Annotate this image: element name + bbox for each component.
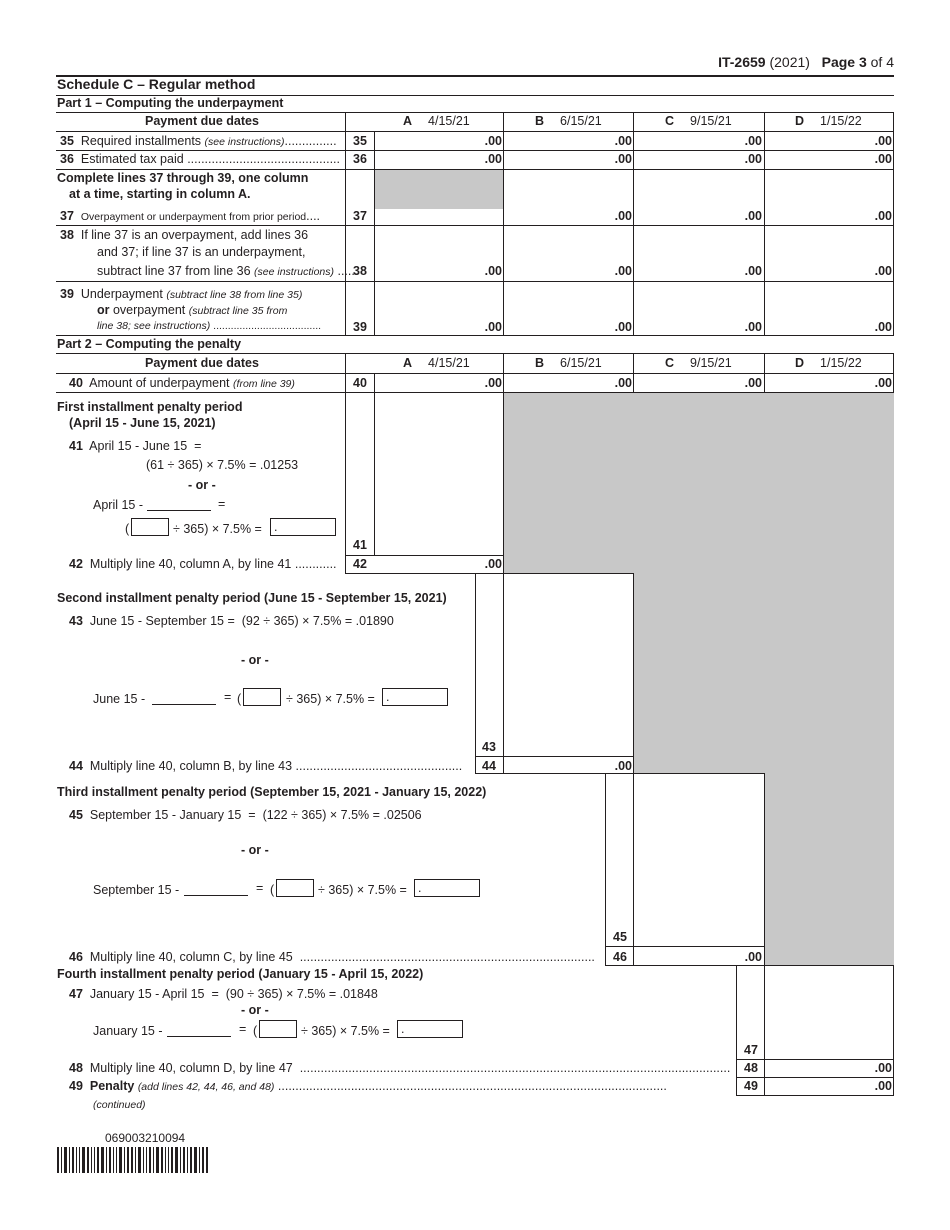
line-40-label: 40 Amount of underpayment (from line 39) bbox=[69, 376, 295, 390]
first-period-title-2: (April 15 - June 15, 2021) bbox=[69, 416, 216, 430]
line-38-col-b-field[interactable]: .00 bbox=[614, 264, 632, 278]
line-38-label-1: 38 If line 37 is an overpayment, add lines 36 bbox=[60, 228, 309, 242]
part2-due-dates-label: Payment due dates bbox=[145, 356, 259, 370]
line-45-alt-start: September 15 - bbox=[93, 883, 180, 897]
line-43-open-paren: ( bbox=[237, 692, 242, 706]
line-42-col-a-field[interactable]: .00 bbox=[484, 557, 502, 571]
line-49-number: 49 bbox=[744, 1079, 758, 1093]
line-45-date-input[interactable] bbox=[184, 895, 248, 896]
line-43-or: - or - bbox=[241, 653, 269, 667]
line-48-label: 48 Multiply line 40, column D, by line 47 ............................................................................................................................ bbox=[69, 1061, 731, 1075]
line-47-rate-input[interactable]: . bbox=[397, 1020, 463, 1038]
line-38-label-3: subtract line 37 from line 36 (see instructions) ..... bbox=[97, 264, 355, 278]
line-41-formula: (61 ÷ 365) × 7.5% = .01253 bbox=[146, 458, 299, 472]
part2-col-c-header: C 9/15/21 bbox=[665, 356, 732, 370]
line-41-open-paren: ( bbox=[125, 522, 130, 536]
line-36-col-d-field[interactable]: .00 bbox=[874, 152, 892, 166]
line-40-col-b-field[interactable]: .00 bbox=[614, 376, 632, 390]
line-45-number: 45 bbox=[613, 930, 627, 944]
part1-col-c-header: C 9/15/21 bbox=[665, 114, 732, 128]
part1-col-b-header: B 6/15/21 bbox=[535, 114, 602, 128]
line-45-days-input[interactable] bbox=[276, 879, 314, 897]
line-37-number: 37 bbox=[353, 209, 367, 223]
line-38-col-c-field[interactable]: .00 bbox=[744, 264, 762, 278]
part1-due-dates-label: Payment due dates bbox=[145, 114, 259, 128]
barcode-image bbox=[57, 1147, 210, 1173]
fourth-period-title: Fourth installment penalty period (January 15 - April 15, 2022) bbox=[57, 967, 424, 981]
line-43-days-input[interactable] bbox=[243, 688, 281, 706]
third-period-title: Third installment penalty period (September 15, 2021 - January 15, 2022) bbox=[57, 785, 487, 799]
line-47-formula-tail: ÷ 365) × 7.5% = bbox=[301, 1024, 390, 1038]
line-43-date-input[interactable] bbox=[152, 704, 216, 705]
line-41-formula-tail: ÷ 365) × 7.5% = bbox=[173, 522, 262, 536]
line-49-label: 49 Penalty (add lines 42, 44, 46, and 48) ................................................................................................................ bbox=[69, 1079, 667, 1093]
line-41-date-input[interactable] bbox=[147, 510, 211, 511]
line-39-col-c-field[interactable]: .00 bbox=[744, 320, 762, 334]
part1-title: Part 1 – Computing the underpayment bbox=[57, 96, 284, 110]
line-38-col-d-field[interactable]: .00 bbox=[874, 264, 892, 278]
line-43-rate-input[interactable]: . bbox=[382, 688, 448, 706]
line-35-label: 35 Required installments (see instructions)............... bbox=[60, 134, 337, 148]
line-40-col-d-field[interactable]: .00 bbox=[874, 376, 892, 390]
line-40-col-a-field[interactable]: .00 bbox=[484, 376, 502, 390]
line-47-date-input[interactable] bbox=[167, 1036, 231, 1037]
line-35-col-c-field[interactable]: .00 bbox=[744, 134, 762, 148]
first-period-title-1: First installment penalty period bbox=[57, 400, 243, 414]
line-46-col-c-field[interactable]: .00 bbox=[744, 950, 762, 964]
line-47-text: 47 January 15 - April 15 = (90 ÷ 365) × 7.5% = .01848 bbox=[69, 987, 378, 1001]
line-36-col-c-field[interactable]: .00 bbox=[744, 152, 762, 166]
line-38-number: 38 bbox=[353, 264, 367, 278]
line-36-col-a-field[interactable]: .00 bbox=[484, 152, 502, 166]
line-42-number: 42 bbox=[353, 557, 367, 571]
line-37-col-d-field[interactable]: .00 bbox=[874, 209, 892, 223]
second-period-title: Second installment penalty period (June 15 - September 15, 2021) bbox=[57, 591, 447, 605]
line-39-label-2: or overpayment (subtract line 35 from bbox=[97, 303, 288, 317]
line-35-number: 35 bbox=[353, 134, 367, 148]
line-38-col-a-field[interactable]: .00 bbox=[484, 264, 502, 278]
line-45-rate-input[interactable]: . bbox=[414, 879, 480, 897]
line-35-col-a-field[interactable]: .00 bbox=[484, 134, 502, 148]
line-37-col-c-field[interactable]: .00 bbox=[744, 209, 762, 223]
line-47-or: - or - bbox=[241, 1003, 269, 1017]
continued-note: (continued) bbox=[93, 1099, 146, 1111]
line-46-label: 46 Multiply line 40, column C, by line 45 ..................................................................................... bbox=[69, 950, 595, 964]
line-47-open-paren: ( bbox=[253, 1024, 258, 1038]
line-47-alt-eq: = bbox=[239, 1022, 247, 1036]
line-45-or: - or - bbox=[241, 843, 269, 857]
part2-title: Part 2 – Computing the penalty bbox=[57, 337, 242, 351]
line-40-col-c-field[interactable]: .00 bbox=[744, 376, 762, 390]
line-45-text: 45 September 15 - January 15 = (122 ÷ 365) × 7.5% = .02506 bbox=[69, 808, 422, 822]
line-45-formula-tail: ÷ 365) × 7.5% = bbox=[318, 883, 407, 897]
complete-lines-note-1: Complete lines 37 through 39, one column bbox=[57, 171, 309, 185]
line-36-col-b-field[interactable]: .00 bbox=[614, 152, 632, 166]
line-43-text: 43 June 15 - September 15 = (92 ÷ 365) × 7.5% = .01890 bbox=[69, 614, 394, 628]
line-35-col-d-field[interactable]: .00 bbox=[874, 134, 892, 148]
line-48-col-d-field[interactable]: .00 bbox=[874, 1061, 892, 1075]
line-48-number: 48 bbox=[744, 1061, 758, 1075]
line-47-days-input[interactable] bbox=[259, 1020, 297, 1038]
part2-col-a-header: A 4/15/21 bbox=[403, 356, 470, 370]
line-47-number: 47 bbox=[744, 1043, 758, 1057]
line-49-col-d-field[interactable]: .00 bbox=[874, 1079, 892, 1093]
line-41-alt-start: April 15 - bbox=[93, 498, 144, 512]
line-35-col-b-field[interactable]: .00 bbox=[614, 134, 632, 148]
line-45-open-paren: ( bbox=[270, 883, 275, 897]
line-39-number: 39 bbox=[353, 320, 367, 334]
barcode-number: 069003210094 bbox=[105, 1131, 186, 1145]
line-43-alt-eq: = bbox=[224, 690, 232, 704]
line-41-text: 41 April 15 - June 15 = bbox=[69, 439, 202, 453]
line-41-rate-input[interactable]: . bbox=[270, 518, 336, 536]
line-44-label: 44 Multiply line 40, column B, by line 43 ................................................ bbox=[69, 759, 463, 773]
line-42-label: 42 Multiply line 40, column A, by line 41 ............ bbox=[69, 557, 337, 571]
schedule-title: Schedule C – Regular method bbox=[57, 76, 256, 92]
line-39-col-a-field[interactable]: .00 bbox=[484, 320, 502, 334]
part2-col-b-header: B 6/15/21 bbox=[535, 356, 602, 370]
line-43-number: 43 bbox=[482, 740, 496, 754]
line-38-label-2: and 37; if line 37 is an underpayment, bbox=[97, 245, 306, 259]
line-39-label-1: 39 Underpayment (subtract line 38 from line 35) bbox=[60, 287, 303, 301]
line-47-alt-start: January 15 - bbox=[93, 1024, 163, 1038]
line-41-number: 41 bbox=[353, 538, 367, 552]
line-39-label-3: line 38; see instructions) ..................................... bbox=[97, 320, 322, 332]
line-37-label: 37 Overpayment or underpayment from prior period.... bbox=[60, 209, 321, 223]
line-40-number: 40 bbox=[353, 376, 367, 390]
line-44-col-b-field[interactable]: .00 bbox=[614, 759, 632, 773]
line-43-alt-start: June 15 - bbox=[93, 692, 146, 706]
line-46-number: 46 bbox=[613, 950, 627, 964]
line-41-or: - or - bbox=[188, 478, 216, 492]
part1-col-a-header: A 4/15/21 bbox=[403, 114, 470, 128]
line-39-col-d-field[interactable]: .00 bbox=[874, 320, 892, 334]
complete-lines-note-2: at a time, starting in column A. bbox=[69, 187, 251, 201]
part1-col-d-header: D 1/15/22 bbox=[795, 114, 862, 128]
line-36-label: 36 Estimated tax paid ............................................ bbox=[60, 152, 340, 166]
line-37-col-b-field[interactable]: .00 bbox=[614, 209, 632, 223]
line-43-formula-tail: ÷ 365) × 7.5% = bbox=[286, 692, 375, 706]
page-header: IT-2659 (2021) Page 3 of 4 bbox=[718, 54, 894, 70]
line-41-alt-eq: = bbox=[218, 497, 226, 511]
line-41-days-input[interactable] bbox=[131, 518, 169, 536]
line-44-number: 44 bbox=[482, 759, 496, 773]
part2-col-d-header: D 1/15/22 bbox=[795, 356, 862, 370]
line-36-number: 36 bbox=[353, 152, 367, 166]
line-39-col-b-field[interactable]: .00 bbox=[614, 320, 632, 334]
line-45-alt-eq: = bbox=[256, 881, 264, 895]
